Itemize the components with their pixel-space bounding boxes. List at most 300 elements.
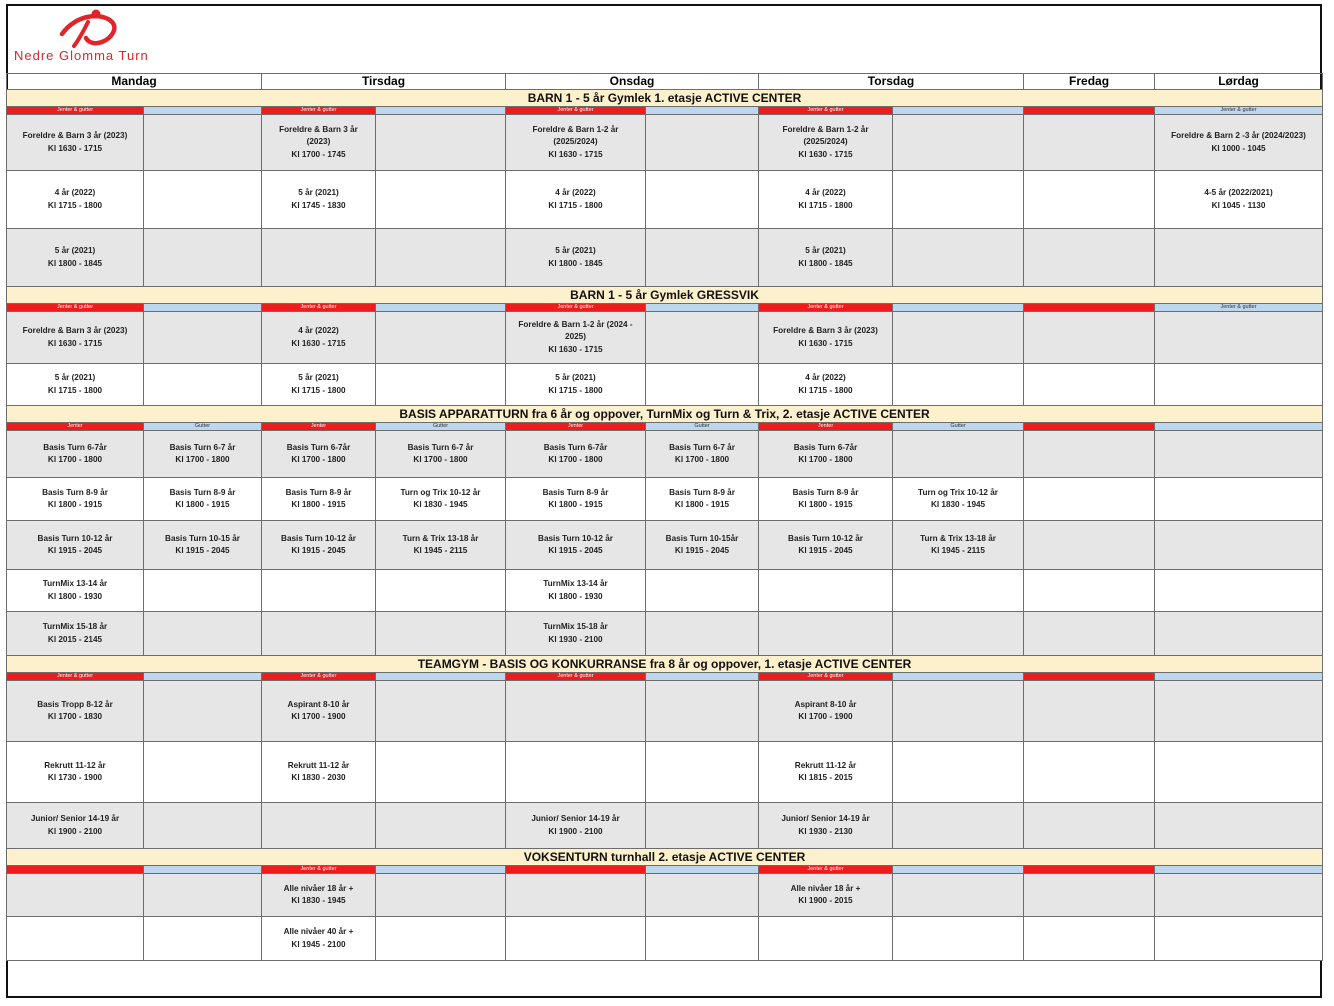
timetable — [6, 73, 1323, 961]
class-text: Basis Turn 6-7år — [543, 442, 608, 452]
class-cell — [759, 874, 893, 917]
class-cell — [893, 681, 1024, 742]
class-text: 4-5 år (2022/2021) — [1204, 188, 1273, 197]
class-text: Basis Turn 6-7 år — [669, 442, 735, 452]
class-text: Kl 1700 - 1800 — [798, 455, 853, 464]
class-cell — [759, 742, 893, 803]
class-text: Kl 1800 - 1930 — [548, 591, 603, 601]
class-text: (2025/2024) — [803, 137, 848, 147]
class-cell — [144, 171, 262, 229]
class-text: Kl 1900 - 2015 — [798, 896, 853, 905]
class-cell — [646, 570, 759, 612]
section-header — [7, 656, 1323, 673]
class-text: Junior/ Senior 14-19 år — [781, 814, 870, 823]
class-cell — [376, 115, 506, 171]
class-text: Kl 1715 - 1800 — [47, 200, 103, 210]
group-label — [506, 866, 646, 874]
class-cell — [506, 312, 646, 364]
class-cell — [376, 570, 506, 612]
class-cell — [1155, 570, 1323, 612]
class-text: Kl 1800 - 1845 — [47, 258, 103, 268]
class-text: Basis Turn 10-15år — [665, 533, 739, 543]
group-label: Jenter & gutter — [759, 866, 893, 874]
class-text: Kl 1700 - 1800 — [291, 455, 346, 464]
group-label — [646, 866, 759, 874]
class-text: Kl 1915 - 2045 — [798, 546, 853, 555]
class-cell — [1155, 917, 1323, 961]
section-header — [7, 287, 1323, 304]
class-cell — [893, 364, 1024, 406]
class-cell — [893, 742, 1024, 803]
table-row — [7, 115, 1323, 171]
class-text: Aspirant 8-10 år — [287, 699, 350, 709]
class-text: Kl 1715 - 1800 — [798, 200, 853, 210]
class-cell — [262, 742, 376, 803]
class-cell — [893, 612, 1024, 656]
class-cell — [1155, 803, 1323, 849]
group-label: Jenter & gutter — [262, 107, 376, 115]
class-text: Kl 1700 - 1830 — [47, 712, 103, 721]
group-label: Gutter — [893, 423, 1024, 431]
class-cell — [506, 681, 646, 742]
class-text: Basis Turn 8-9 år — [169, 487, 236, 497]
group-label — [646, 107, 759, 115]
table-row — [7, 312, 1323, 364]
class-text: (2025/2024) — [553, 137, 598, 147]
group-label-row — [7, 423, 1323, 431]
class-text: Foreldre & Barn 3 år — [279, 124, 358, 134]
class-text: Kl 1630 - 1715 — [291, 338, 346, 348]
class-text: Kl 1815 - 2015 — [798, 773, 853, 782]
class-text: Kl 1715 - 1800 — [798, 385, 853, 395]
class-cell — [1024, 570, 1155, 612]
class-text: Basis Turn 8-9 år — [42, 487, 108, 497]
class-text: Kl 1830 - 1945 — [413, 500, 468, 509]
class-cell — [1155, 364, 1323, 406]
class-text: Rekrutt 11-12 år — [44, 760, 106, 770]
class-text: Foreldre & Barn 1-2 år — [782, 124, 869, 134]
class-text: Kl 1715 - 1800 — [548, 385, 603, 395]
class-cell — [506, 612, 646, 656]
class-text: Kl 1830 - 2030 — [291, 773, 346, 782]
class-cell — [1155, 612, 1323, 656]
class-cell — [893, 803, 1024, 849]
class-text: 4 år (2022) — [805, 373, 846, 382]
class-text: 5 år (2021) — [298, 373, 339, 382]
class-text: Kl 1800 - 1915 — [674, 500, 730, 509]
group-label — [144, 673, 262, 681]
class-cell — [1024, 742, 1155, 803]
class-text: 5 år (2021) — [298, 188, 339, 197]
class-text: Kl 1915 - 2045 — [291, 546, 346, 555]
class-cell — [506, 521, 646, 570]
class-text: Kl 1715 - 1800 — [47, 385, 103, 395]
club-name: Nedre Glomma Turn — [14, 48, 149, 63]
class-cell — [893, 171, 1024, 229]
class-cell — [893, 570, 1024, 612]
group-label: Jenter & gutter — [7, 107, 144, 115]
group-label — [1024, 673, 1155, 681]
class-text: Kl 1930 - 2130 — [798, 826, 853, 836]
group-label-row — [7, 673, 1323, 681]
class-text: Aspirant 8-10 år — [794, 699, 857, 709]
class-cell — [7, 570, 144, 612]
class-text: Kl 1630 - 1715 — [548, 149, 603, 159]
table-row — [7, 917, 1323, 961]
class-cell — [506, 478, 646, 521]
class-text: Kl 1915 - 2045 — [548, 546, 603, 555]
class-text: Kl 1000 - 1045 — [1211, 143, 1266, 153]
class-cell — [7, 115, 144, 171]
class-text: Kl 1930 - 2100 — [548, 634, 603, 644]
class-cell — [144, 742, 262, 803]
class-text: 2025) — [565, 332, 586, 342]
class-cell — [759, 364, 893, 406]
class-cell — [262, 115, 376, 171]
class-text: Kl 1915 - 2045 — [175, 546, 230, 555]
class-cell — [759, 115, 893, 171]
section-title: VOKSENTURN turnhall 2. etasje ACTIVE CENTER — [7, 849, 1323, 866]
class-cell — [376, 431, 506, 478]
class-cell — [646, 115, 759, 171]
group-label: Jenter & gutter — [7, 304, 144, 312]
class-text: (2023) — [306, 137, 331, 147]
class-cell — [144, 364, 262, 406]
class-cell — [1155, 431, 1323, 478]
group-label: Jenter & gutter — [1155, 107, 1323, 115]
class-text: Rekrutt 11-12 år — [287, 760, 350, 770]
class-cell — [1155, 478, 1323, 521]
class-cell — [376, 312, 506, 364]
group-label: Jenter & gutter — [262, 673, 376, 681]
table-row — [7, 874, 1323, 917]
class-cell — [1155, 115, 1323, 171]
class-cell — [646, 612, 759, 656]
group-label — [376, 866, 506, 874]
group-label-row — [7, 866, 1323, 874]
class-cell — [7, 521, 144, 570]
group-label: Jenter & gutter — [262, 304, 376, 312]
class-cell — [506, 742, 646, 803]
group-label-row — [7, 107, 1323, 115]
class-cell — [376, 612, 506, 656]
group-label: Jenter — [759, 423, 893, 431]
class-text: Kl 2015 - 2145 — [47, 634, 103, 644]
class-text: Kl 1800 - 1915 — [548, 500, 603, 509]
group-label: Jenter & gutter — [506, 304, 646, 312]
class-text: Basis Turn 6-7år — [286, 442, 351, 452]
class-text: 5 år (2021) — [54, 246, 96, 255]
group-label: Jenter & gutter — [759, 673, 893, 681]
class-cell — [506, 229, 646, 287]
day-header-fredag: Fredag — [1024, 74, 1155, 90]
class-cell — [759, 917, 893, 961]
group-label — [7, 866, 144, 874]
class-text: Kl 1800 - 1915 — [175, 500, 230, 509]
class-text: Basis Turn 10-12 år — [538, 533, 613, 543]
class-cell — [1024, 874, 1155, 917]
class-text: TurnMix 15-18 år — [42, 622, 108, 631]
class-cell — [7, 431, 144, 478]
class-cell — [144, 312, 262, 364]
class-text: Basis Turn 6-7år — [43, 442, 107, 452]
class-cell — [759, 570, 893, 612]
class-text: TurnMix 15-18 år — [543, 622, 608, 631]
class-cell — [646, 874, 759, 917]
table-row — [7, 478, 1323, 521]
class-text: Turn & Trix 13-18 år — [402, 533, 479, 543]
class-cell — [506, 431, 646, 478]
class-cell — [646, 312, 759, 364]
table-row — [7, 742, 1323, 803]
class-cell — [506, 171, 646, 229]
class-cell — [893, 478, 1024, 521]
class-text: Basis Turn 10-12 år — [37, 533, 113, 543]
table-row — [7, 364, 1323, 406]
class-text: Kl 1700 - 1800 — [175, 455, 230, 464]
class-text: Basis Tropp 8-12 år — [37, 699, 113, 709]
class-text: Kl 1700 - 1900 — [798, 712, 853, 721]
section-title: BARN 1 - 5 år Gymlek 1. etasje ACTIVE CENTER — [7, 90, 1323, 107]
class-cell — [506, 874, 646, 917]
class-text: Rekrutt 11-12 år — [794, 760, 857, 770]
group-label — [144, 304, 262, 312]
class-cell — [759, 803, 893, 849]
class-text: Kl 1945 - 2100 — [291, 939, 346, 949]
class-cell — [144, 229, 262, 287]
group-label — [376, 107, 506, 115]
class-text: TurnMix 13-14 år — [543, 579, 608, 588]
class-cell — [893, 115, 1024, 171]
class-cell — [262, 312, 376, 364]
class-cell — [262, 171, 376, 229]
class-cell — [376, 364, 506, 406]
group-label: Jenter — [7, 423, 144, 431]
class-text: Kl 1700 - 1745 — [291, 149, 346, 159]
group-label — [1155, 866, 1323, 874]
class-cell — [376, 478, 506, 521]
class-cell — [376, 874, 506, 917]
class-text: Kl 1715 - 1800 — [548, 200, 603, 210]
day-header-torsdag: Torsdag — [759, 74, 1024, 90]
class-cell — [144, 478, 262, 521]
class-text: Foreldre & Barn 3 år (2023) — [773, 326, 878, 335]
class-text: Kl 1800 - 1930 — [47, 591, 103, 601]
class-text: Basis Turn 10-12 år — [788, 533, 863, 543]
table-row — [7, 681, 1323, 742]
class-cell — [144, 115, 262, 171]
class-text: Kl 1800 - 1915 — [47, 500, 103, 509]
class-text: Kl 1915 - 2045 — [674, 546, 730, 555]
class-text: 5 år (2021) — [805, 246, 846, 255]
group-label — [893, 673, 1024, 681]
class-text: Basis Turn 8-9 år — [792, 487, 859, 497]
class-text: 5 år (2021) — [555, 246, 596, 255]
group-label: Jenter — [262, 423, 376, 431]
day-header-onsdag: Onsdag — [506, 74, 759, 90]
section-header — [7, 90, 1323, 107]
class-cell — [1155, 742, 1323, 803]
table-row — [7, 570, 1323, 612]
class-cell — [144, 874, 262, 917]
class-cell — [7, 364, 144, 406]
group-label-row — [7, 304, 1323, 312]
class-text: Kl 1630 - 1715 — [798, 338, 853, 348]
class-cell — [262, 229, 376, 287]
class-cell — [7, 681, 144, 742]
class-cell — [262, 612, 376, 656]
group-label — [1024, 866, 1155, 874]
class-text: Kl 1900 - 2100 — [47, 826, 103, 836]
class-text: Basis Turn 10-12 år — [281, 533, 356, 543]
group-label: Jenter — [506, 423, 646, 431]
class-cell — [1024, 478, 1155, 521]
group-label: Jenter & gutter — [759, 304, 893, 312]
class-cell — [376, 917, 506, 961]
class-text: Foreldre & Barn 1-2 år (2024 - — [518, 319, 633, 329]
class-text: Kl 1915 - 2045 — [47, 546, 103, 555]
class-cell — [376, 229, 506, 287]
class-text: Kl 1630 - 1715 — [548, 344, 603, 354]
class-text: Foreldre & Barn 1-2 år — [532, 124, 619, 134]
section-title: BARN 1 - 5 år Gymlek GRESSVIK — [7, 287, 1323, 304]
class-text: Foreldre & Barn 3 år (2023) — [22, 326, 128, 335]
class-text: 4 år (2022) — [298, 326, 339, 335]
class-cell — [7, 229, 144, 287]
class-text: 5 år (2021) — [54, 373, 96, 382]
class-cell — [1155, 521, 1323, 570]
class-cell — [893, 312, 1024, 364]
group-label: Jenter & gutter — [506, 107, 646, 115]
class-cell — [1024, 312, 1155, 364]
class-cell — [759, 171, 893, 229]
class-cell — [262, 570, 376, 612]
class-cell — [1024, 171, 1155, 229]
class-cell — [646, 431, 759, 478]
group-label: Jenter & gutter — [759, 107, 893, 115]
class-cell — [144, 917, 262, 961]
class-text: Alle nivåer 18 år + — [283, 883, 354, 893]
class-cell — [893, 874, 1024, 917]
class-text: Basis Turn 8-9 år — [669, 487, 735, 497]
group-label — [1024, 107, 1155, 115]
table-row — [7, 171, 1323, 229]
class-cell — [506, 803, 646, 849]
class-text: Kl 1730 - 1900 — [47, 773, 103, 782]
class-cell — [262, 917, 376, 961]
class-cell — [262, 803, 376, 849]
class-text: Kl 1800 - 1845 — [798, 258, 853, 268]
class-cell — [893, 431, 1024, 478]
class-text: Alle nivåer 40 år + — [283, 927, 354, 936]
class-cell — [376, 681, 506, 742]
class-cell — [646, 229, 759, 287]
class-text: Kl 1045 - 1130 — [1211, 200, 1266, 210]
class-text: Kl 1800 - 1845 — [548, 258, 603, 268]
section-title: BASIS APPARATTURN fra 6 år og oppover, TurnMix og Turn & Trix, 2. etasje ACTIVE CENTER — [7, 406, 1323, 423]
class-text: Turn og Trix 10-12 år — [918, 487, 998, 497]
class-cell — [759, 521, 893, 570]
class-cell — [262, 681, 376, 742]
section-title: TEAMGYM - BASIS OG KONKURRANSE fra 8 år og oppover, 1. etasje ACTIVE CENTER — [7, 656, 1323, 673]
class-cell — [262, 431, 376, 478]
class-cell — [144, 521, 262, 570]
class-cell — [646, 803, 759, 849]
class-cell — [144, 681, 262, 742]
class-cell — [1024, 917, 1155, 961]
class-text: Basis Turn 6-7år — [793, 442, 858, 452]
group-label — [144, 107, 262, 115]
class-cell — [1024, 681, 1155, 742]
class-text: Turn & Trix 13-18 år — [920, 533, 996, 543]
class-cell — [506, 917, 646, 961]
class-text: Kl 1700 - 1800 — [548, 455, 603, 464]
class-cell — [759, 478, 893, 521]
class-cell — [7, 917, 144, 961]
group-label — [1155, 423, 1323, 431]
class-cell — [1024, 115, 1155, 171]
class-text: Kl 1630 - 1715 — [47, 143, 103, 153]
group-label — [893, 107, 1024, 115]
table-row — [7, 431, 1323, 478]
class-cell — [1155, 681, 1323, 742]
class-cell — [7, 312, 144, 364]
class-cell — [144, 803, 262, 849]
class-text: 5 år (2021) — [555, 373, 596, 382]
class-text: Junior/ Senior 14-19 år — [531, 814, 620, 823]
class-cell — [1024, 612, 1155, 656]
class-cell — [7, 612, 144, 656]
group-label: Jenter & gutter — [262, 866, 376, 874]
group-label: Gutter — [646, 423, 759, 431]
class-cell — [646, 742, 759, 803]
class-text: Basis Turn 10-15 år — [165, 533, 240, 543]
group-label: Jenter & gutter — [506, 673, 646, 681]
class-cell — [893, 917, 1024, 961]
group-label — [376, 304, 506, 312]
group-label — [646, 304, 759, 312]
club-logo — [14, 8, 194, 70]
class-cell — [646, 478, 759, 521]
class-cell — [262, 478, 376, 521]
day-header-lørdag: Lørdag — [1155, 74, 1323, 90]
section-header — [7, 406, 1323, 423]
class-cell — [7, 874, 144, 917]
group-label — [1024, 304, 1155, 312]
class-text: Kl 1745 - 1830 — [291, 200, 346, 210]
class-text: Turn og Trix 10-12 år — [400, 487, 481, 497]
class-cell — [1155, 171, 1323, 229]
group-label — [646, 673, 759, 681]
class-cell — [893, 521, 1024, 570]
group-label: Jenter & gutter — [7, 673, 144, 681]
class-text: Foreldre & Barn 2 -3 år (2024/2023) — [1171, 131, 1306, 140]
class-cell — [1024, 431, 1155, 478]
class-cell — [759, 612, 893, 656]
group-label: Jenter & gutter — [1155, 304, 1323, 312]
class-text: Kl 1830 - 1945 — [291, 896, 346, 905]
class-text: 4 år (2022) — [805, 188, 846, 197]
class-cell — [376, 171, 506, 229]
class-text: Kl 1800 - 1915 — [798, 500, 853, 509]
class-cell — [646, 681, 759, 742]
class-cell — [1024, 803, 1155, 849]
class-cell — [1024, 229, 1155, 287]
class-cell — [646, 521, 759, 570]
class-cell — [376, 521, 506, 570]
class-cell — [759, 229, 893, 287]
table-row — [7, 612, 1323, 656]
